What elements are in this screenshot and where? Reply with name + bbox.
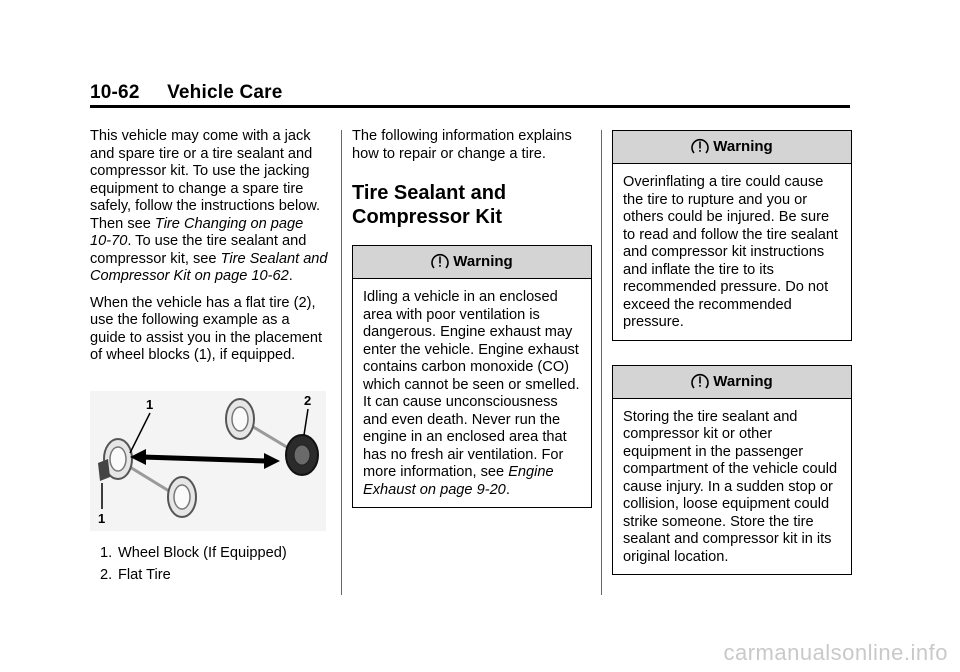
intro-text-1: This vehicle may come with a jack and spare tire or a tire sealant and compressor kit. To use the jacking equipment to change a spare tire safely, follow the instructions below. Then see (90, 128, 321, 232)
warning-box-storage (612, 365, 852, 576)
page-header (90, 82, 283, 104)
repair-intro: The following information explains how to repair or change a tire. (352, 128, 572, 162)
column-3 (612, 130, 852, 599)
legend-item-1 (100, 545, 328, 563)
callout-2: 2 (304, 392, 312, 408)
warning-header (613, 131, 851, 164)
warning-body: Overinflating a tire could cause the tire to rupture and you or others could be injured. Be sure to read and follow the tire sealant and compressor kit instructions and inflate the tire to its recommended pressure. Do not exceed the recommended pressure. (623, 174, 838, 330)
legend-number: 2. (100, 567, 113, 583)
legend-number: 1. (100, 544, 113, 561)
legend-item-2 (100, 567, 328, 585)
callout-1-bottom: 1 (98, 510, 106, 526)
warning-icon (691, 138, 709, 156)
wheel-block-illustration (90, 391, 326, 531)
column-divider-1 (341, 130, 342, 595)
warning-header (353, 246, 591, 279)
warning-text: Idling a vehicle in an enclosed area with poor ventilation is dangerous. Engine exhaust may enter the vehicle. Engine exhaust contains carbon monoxide (CO) which cannot be seen or smelled. It can cause unconsciousness and even death. Never run the engine in an enclosed area that has no fresh air ventilation. For more information, see (363, 289, 580, 480)
warning-header (613, 366, 851, 399)
warning-icon (691, 373, 709, 391)
warning-icon (431, 253, 449, 271)
column-2 (352, 128, 592, 532)
wheel-block-figure (90, 391, 326, 531)
warning-title: Warning (713, 372, 773, 390)
intro-text-3: . (288, 268, 293, 284)
intro-text-2: . To use the tire sealant and compressor kit, see (90, 233, 307, 267)
column-divider-2 (601, 130, 602, 595)
watermark: carmanualsonline.info (723, 640, 948, 665)
callout-1-top: 1 (146, 396, 154, 412)
warning-title: Warning (453, 253, 513, 271)
flat-tire-paragraph: When the vehicle has a flat tire (2), use the following example as a guide to assist you in the placement of wheel blocks (1), if equipped. (90, 294, 323, 363)
section-heading: Tire Sealant and Compressor Kit (352, 182, 507, 228)
page-number: 10-62 (90, 82, 140, 103)
header-rule (90, 105, 850, 108)
warning-body: Storing the tire sealant and compressor kit or other equipment in the passenger compartment of the vehicle could cause injury. In a sudden stop or collision, loose equipment could strike someone. Store the tire sealant and compressor kit in its original location. (623, 408, 838, 565)
ref-tire-sealant[interactable]: Tire Sealant and Compressor Kit on page 10-62 (90, 250, 328, 284)
warning-body (353, 279, 591, 507)
section-title-header: Vehicle Care (167, 82, 283, 103)
ref-engine-exhaust[interactable]: Engine Exhaust on page 9-20 (363, 464, 554, 498)
warning-box-overinflating (612, 130, 852, 341)
ref-tire-changing[interactable]: Tire Changing on page 10-70 (90, 215, 304, 249)
column-1 (90, 128, 328, 590)
legend-text: Wheel Block (If Equipped) (118, 544, 287, 561)
warning-title: Warning (713, 138, 773, 156)
warning-text-end: . (505, 481, 510, 498)
warning-box-exhaust (352, 245, 592, 508)
legend-text: Flat Tire (118, 567, 171, 583)
intro-paragraph (90, 128, 328, 286)
wheel-block (98, 459, 110, 481)
